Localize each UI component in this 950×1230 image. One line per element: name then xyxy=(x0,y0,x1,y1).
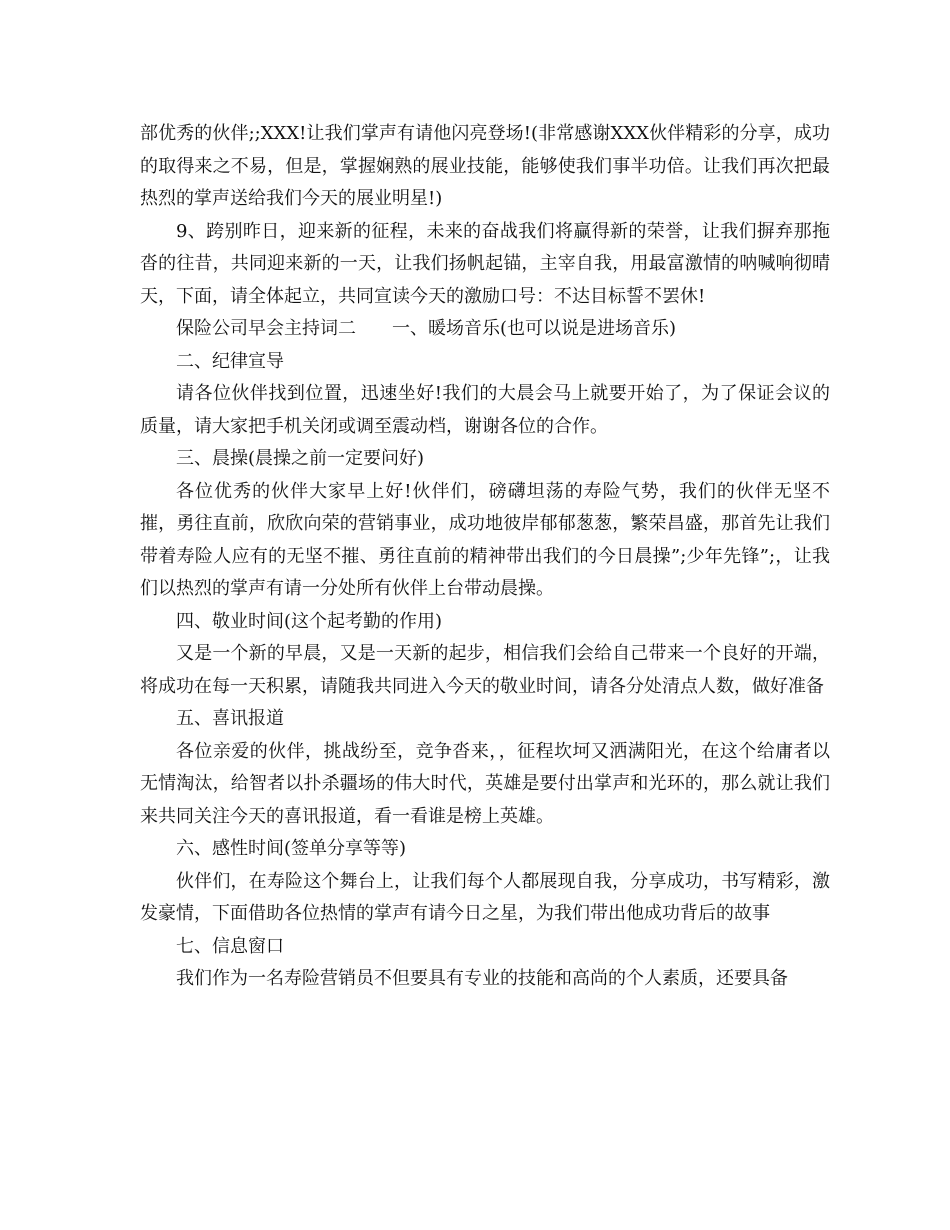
paragraph-sharing-time: 伙伴们，在寿险这个舞台上，让我们每个人都展现自我，分享成功，书写精彩，激发豪情，下面借助各位热情的掌声有请今日之星，为我们带出他成功背后的故事 xyxy=(140,870,830,924)
heading-dedication-time: 四、敬业时间(这个起考勤的作用) xyxy=(176,610,443,632)
section-title-part-two: 保险公司早会主持词二 一、暖场音乐(也可以说是进场音乐) xyxy=(176,318,677,339)
heading-sharing-time: 六、感性时间(签单分享等等) xyxy=(176,838,407,859)
heading-info-window: 七、信息窗口 xyxy=(176,935,284,957)
paragraph-good-news: 各位亲爱的伙伴，挑战纷至，竞争沓来，，征程坎坷又洒满阳光，在这个给庸者以无情淘汰，给智者以扑杀疆场的伟大时代，英雄是要付出掌声和光环的，那么就让我们来共同关注今天的喜讯报道，看一看谁是榜上英雄。 xyxy=(140,740,830,827)
document-body xyxy=(140,118,830,996)
paragraph-dedication-time: 又是一个新的早晨，又是一天新的起步，相信我们会给自己带来一个良好的开端，将成功在每一天积累，请随我共同进入今天的敬业时间，请各分处清点人数，做好准备 xyxy=(140,643,830,697)
heading-morning-exercise: 三、晨操(晨操之前一定要问好) xyxy=(176,448,425,469)
heading-good-news: 五、喜讯报道 xyxy=(176,708,284,729)
paragraph-morning-exercise: 各位优秀的伙伴大家早上好!伙伴们，磅礴坦荡的寿险气势，我们的伙伴无坚不摧，勇往直前，欣欣向荣的营销事业，成功地彼岸郁郁葱葱，繁荣昌盛，那首先让我们带着寿险人应有的无坚不摧、勇往直前的精神带出我们的今日晨操”;少年先锋”;，让我们以热烈的掌声有请一分处所有伙伴上台带动晨操。 xyxy=(140,480,830,599)
paragraph-info-window: 我们作为一名寿险营销员不但要具有专业的技能和高尚的个人素质，还要具备 xyxy=(176,968,788,989)
heading-discipline: 二、纪律宣导 xyxy=(176,350,284,372)
paragraph-discipline: 请各位伙伴找到位置，迅速坐好!我们的大晨会马上就要开始了，为了保证会议的质量，请大家把手机关闭或调至震动档，谢谢各位的合作。 xyxy=(140,383,830,437)
paragraph-item-9: 9、跨别昨日，迎来新的征程，未来的奋战我们将赢得新的荣誉，让我们摒弃那拖沓的往昔，共同迎来新的一天，让我们扬帆起锚，主宰自我，用最富激情的呐喊响彻晴天，下面，请全体起立，共同宣读今天的激励口号：不达目标誓不罢休! xyxy=(140,220,830,307)
paragraph-closing-thanks: 部优秀的伙伴;;XXX!让我们掌声有请他闪亮登场!(非常感谢XXX伙伴精彩的分享，成功的取得来之不易，但是，掌握娴熟的展业技能，能够使我们事半功倍。让我们再次把最热烈的掌声送给我们今天的展业明星!) xyxy=(140,123,830,209)
